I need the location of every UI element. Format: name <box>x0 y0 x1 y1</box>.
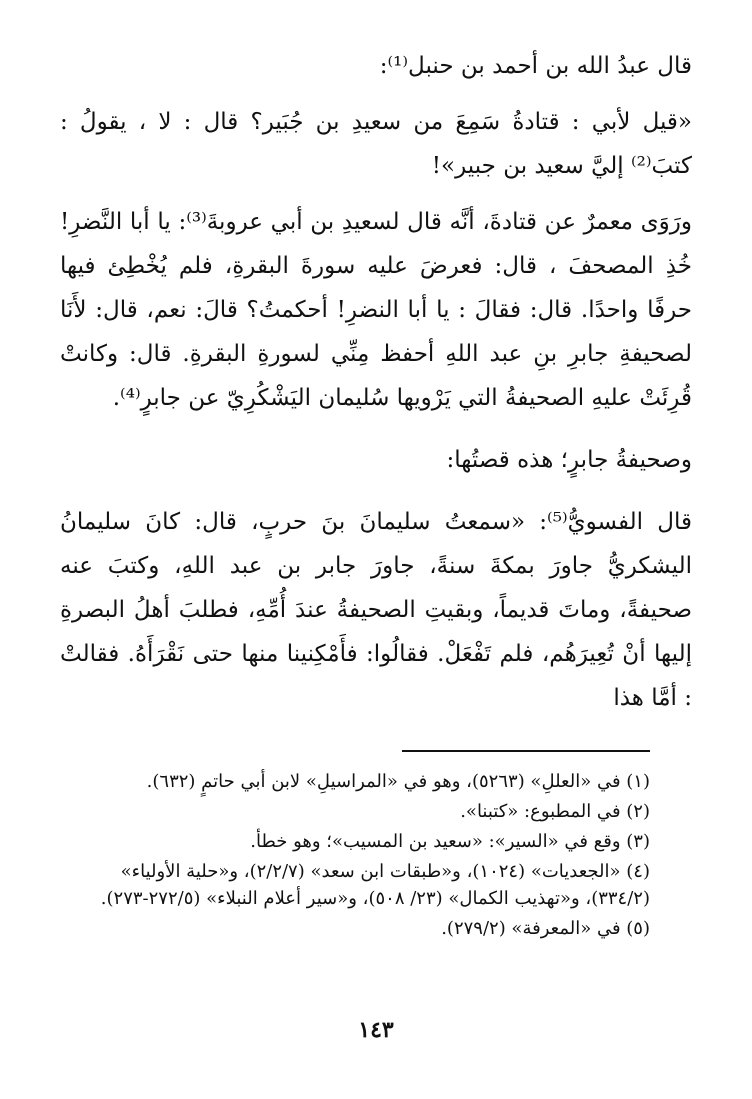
paragraph-intro: قال عبدُ الله بن أحمد بن حنبل⁽¹⁾: <box>379 53 692 79</box>
paragraph-narration: ورَوَى معمرٌ عن قتادةَ، أنَّه قال لسعيدِ بن أبي عروبةَ⁽³⁾: يا أبا النَّضرِ! خُذِ المصحفَ ، قال: فعرضَ عليه سورةَ البقرةِ، فلم يُخْطِئ فيها حرفًا واحدًا. قال: فقالَ : يا أبا النضرِ! أحكمتُ؟ قالَ: نعم، قال: لأَنَا لصحيفةِ جابرِ بنِ عبد اللهِ أحفظ مِنِّي لسورةِ البقرةِ. قال: وكانتْ قُرِئَتْ عليهِ الصحيفةُ التي يَرْويها سُليمان اليَشْكُرِيّ عن جابرٍ⁽⁴⁾. <box>60 209 692 411</box>
spacer <box>60 188 692 200</box>
spacer <box>60 482 692 500</box>
paragraph-quote-1: «قيل لأبي : قتادةُ سَمِعَ من سعيدِ بن جُبَير؟ قال : لا ، يقولُ : كتبَ⁽²⁾ إليَّ سعيد بن جبير»! <box>60 109 692 179</box>
footnote-separator <box>402 750 650 752</box>
footnote-5: (٥) في «المعرفة» (٢٧٩/٢). <box>441 918 650 939</box>
footnote-1: (١) في «العللِ» (٥٢٦٣)، وهو في «المراسيلِ» لابن أبي حاتمٍ (٦٣٢). <box>146 771 650 792</box>
footnote-4: (٤) «الجعديات» (١٠٢٤)، و«طبقات ابن سعد» (٢/٢/٧)، و«حلية الأولياء» (٣٣٤/٢)، و«تهذيب الكمال» (٢٣/ ٥٠٨)، و«سير أعلام النبلاء» (٢٧٢/٥-٢٧٣). <box>100 861 650 909</box>
footnotes <box>54 768 650 945</box>
footnote-2: (٢) في المطبوع: «كتبنا». <box>460 801 650 822</box>
spacer <box>60 420 692 438</box>
page-number: ١٤٣ <box>358 1017 394 1043</box>
paragraph-story: قال الفسويُّ⁽⁵⁾: «سمعتُ سليمانَ بنَ حربٍ، قال: كانَ سليمانُ اليشكريُّ جاورَ بمكةَ سنةً، جاورَ جابر بن عبد اللهِ، وكتبَ عنه صحيفةً، وماتَ قديماً، وبقيتِ الصحيفةُ عندَ أُمِّهِ، فطلبَ أهلُ البصرةِ إليها أنْ تُعِيرَهُم، فلم تَفْعَلْ. فقالُوا: فأَمْكِنينا منها حتى نَقْرَأَهُ. فقالتْ : أمَّا هذا <box>60 509 692 711</box>
paragraph-heading: وصحيفةُ جابرٍ؛ هذه قصتُها: <box>446 447 692 473</box>
main-text <box>60 44 692 720</box>
spacer <box>60 88 692 100</box>
footnote-3: (٣) وقع في «السير»: «سعيد بن المسيب»؛ وهو خطأ. <box>250 831 650 852</box>
